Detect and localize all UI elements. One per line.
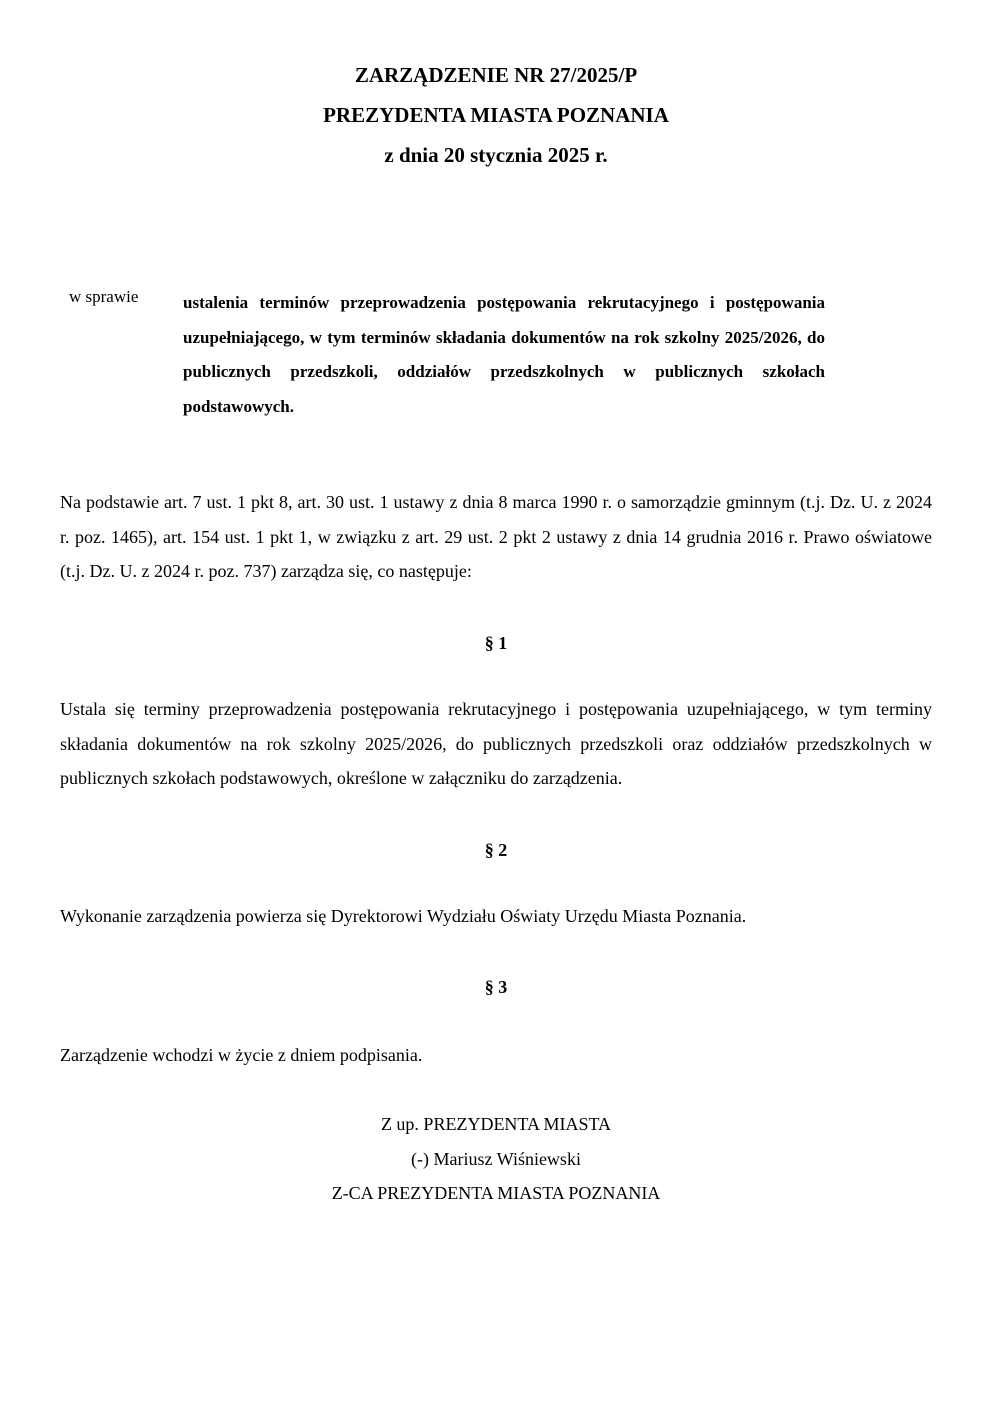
signature-authority: Z up. PREZYDENTA MIASTA bbox=[380, 1114, 612, 1134]
issuer-title: PREZYDENTA MIASTA POZNANIA bbox=[323, 103, 669, 127]
section-1-heading: § 1 bbox=[484, 633, 508, 653]
section-2-heading: § 2 bbox=[484, 840, 508, 860]
signature-position: Z-CA PREZYDENTA MIASTA POZNANIA bbox=[331, 1183, 661, 1203]
section-1-text: Ustala się terminy przeprowadzenia postępowania rekrutacyjnego i postępowania uzupełniającego, w tym terminy składania dokumentów na rok szkolny 2025/2026, do publicznych przedszkoli oraz oddziałów przedszkolnych w publicznych szkołach podstawowych, określone w załączniku do zarządzenia. bbox=[60, 699, 932, 788]
subject-label: w sprawie bbox=[69, 287, 139, 306]
document-date: z dnia 20 stycznia 2025 r. bbox=[384, 143, 608, 167]
section-3-text: Zarządzenie wchodzi w życie z dniem podpisania. bbox=[60, 1045, 423, 1065]
document-title: ZARZĄDZENIE NR 27/2025/P bbox=[354, 63, 638, 87]
section-3-heading: § 3 bbox=[484, 977, 508, 997]
subject-text: ustalenia terminów przeprowadzenia postępowania rekrutacyjnego i postępowania uzupełniającego, w tym terminów składania dokumentów na rok szkolny 2025/2026, do publicznych przedszkoli, oddziałów przedszkolnych w publicznych szkołach podstawowych. bbox=[183, 293, 825, 416]
signature-name: (-) Mariusz Wiśniewski bbox=[411, 1149, 581, 1169]
legal-basis-paragraph: Na podstawie art. 7 ust. 1 pkt 8, art. 30 ust. 1 ustawy z dnia 8 marca 1990 r. o samorządzie gminnym (t.j. Dz. U. z 2024 r. poz. 1465), art. 154 ust. 1 pkt 1, w związku z art. 29 ust. 2 pkt 2 ustawy z dnia 14 grudnia 2016 r. Prawo oświatowe (t.j. Dz. U. z 2024 r. poz. 737) zarządza się, co następuje: bbox=[60, 492, 932, 581]
section-2-text: Wykonanie zarządzenia powierza się Dyrektorowi Wydziału Oświaty Urzędu Miasta Poznania. bbox=[60, 906, 747, 926]
